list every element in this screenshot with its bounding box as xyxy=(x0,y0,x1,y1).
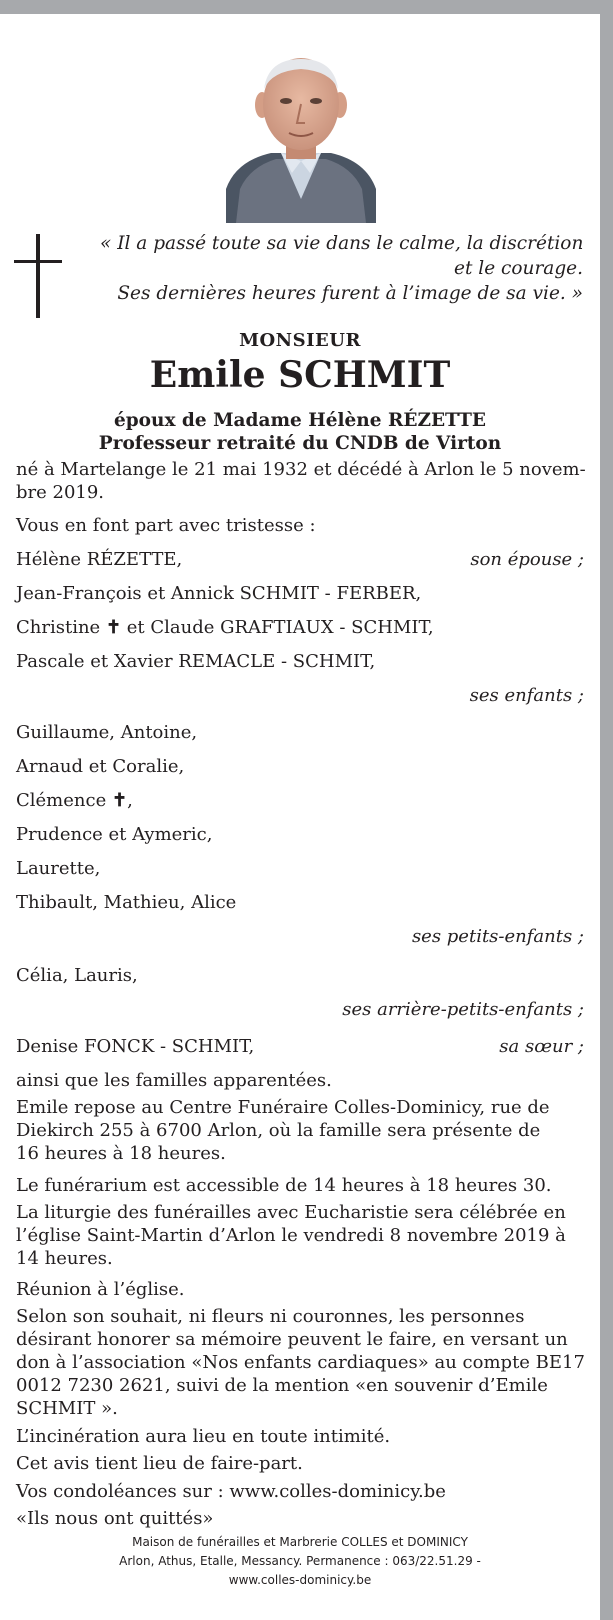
quote xyxy=(100,231,583,306)
portrait-photo xyxy=(226,49,376,223)
spouse-row xyxy=(16,548,584,571)
grandchild-line: Thibault, Mathieu, Alice xyxy=(16,892,237,913)
condolences-line: Vos condoléances sur : www.colles-dominicy.be xyxy=(16,1481,446,1502)
spouse-subtitle: époux de Madame Hélène RÉZETTE xyxy=(113,410,487,431)
footer-line: Arlon, Athus, Etalle, Messancy. Permanence : 063/22.51.29 - xyxy=(119,1554,481,1568)
closing-line: «Ils nous ont quittés» xyxy=(16,1508,214,1529)
dagger-icon: ✝ xyxy=(105,617,122,638)
grandchild-line xyxy=(16,789,584,812)
quote-line: et le courage. xyxy=(454,258,583,279)
liturgy-line: l’église Saint-Martin d’Arlon le vendredi 8 novembre 2019 à xyxy=(16,1225,566,1246)
liturgy-line: 14 heures. xyxy=(16,1248,113,1269)
portrait-photo-drawing xyxy=(226,49,376,223)
grandchild-line: Guillaume, Antoine, xyxy=(16,722,198,743)
sister-row xyxy=(16,1035,584,1058)
child-line xyxy=(16,616,584,639)
liturgy-paragraph xyxy=(16,1201,591,1270)
grandchild-name: Clémence xyxy=(16,790,107,811)
sister-name: Denise FONCK - SCHMIT, xyxy=(16,1036,255,1057)
spouse-name: Hélène RÉZETTE, xyxy=(16,549,183,570)
great-grandchildren-relation: ses arrière-petits-enfants ; xyxy=(342,999,584,1020)
wish-line: don à l’association «Nos enfants cardiaques» au compte BE17 xyxy=(16,1352,585,1373)
child-name: et Claude GRAFTIAUX - SCHMIT, xyxy=(126,617,434,638)
grandchild-line: Arnaud et Coralie, xyxy=(16,756,185,777)
child-name: Christine xyxy=(16,617,101,638)
dagger-icon: ✝ xyxy=(111,790,128,811)
profession-subtitle: Professeur retraité du CNDB de Virton xyxy=(98,433,502,454)
repose-line: Emile repose au Centre Funéraire Colles-Dominicy, rue de xyxy=(16,1097,550,1118)
repose-line: Diekirch 255 à 6700 Arlon, où la famille sera présente de xyxy=(16,1120,541,1141)
cremation-line: L’incinération aura lieu en toute intimité. xyxy=(16,1426,391,1447)
grandchildren-relation: ses petits-enfants ; xyxy=(411,926,584,947)
reunion-line: Réunion à l’église. xyxy=(16,1279,185,1300)
child-line: Jean-François et Annick SCHMIT - FERBER, xyxy=(16,583,422,604)
sister-relation: sa sœur ; xyxy=(499,1036,584,1057)
wish-line: 0012 7230 2621, suivi de la mention «en souvenir d’Emile xyxy=(16,1375,548,1396)
funerarium-line: Le funérarium est accessible de 14 heures à 18 heures 30. xyxy=(16,1175,552,1196)
quote-line: « Il a passé toute sa vie dans le calme, la discrétion xyxy=(100,233,584,254)
footer-line: www.colles-dominicy.be xyxy=(228,1573,372,1587)
grandchild-line: Laurette, xyxy=(16,858,101,879)
birth-line: né à Martelange le 21 mai 1932 et décédé à Arlon le 5 novem- xyxy=(16,459,586,480)
footer-line: Maison de funérailles et Marbrerie COLLES et DOMINICY xyxy=(132,1535,468,1549)
children-relation: ses enfants ; xyxy=(469,685,584,706)
birth-line: bre 2019. xyxy=(16,482,105,503)
notice-line: Cet avis tient lieu de faire-part. xyxy=(16,1453,303,1474)
families-line: ainsi que les familles apparentées. xyxy=(16,1070,332,1091)
cross-icon xyxy=(14,234,64,318)
quote-line: Ses dernières heures furent à l’image de sa vie. » xyxy=(117,283,583,304)
spouse-relation: son épouse ; xyxy=(470,549,584,570)
announcement: Vous en font part avec tristesse : xyxy=(16,515,316,536)
obituary-sheet xyxy=(0,14,600,1620)
honorific-title: MONSIEUR xyxy=(239,330,361,351)
great-grandchildren-line: Célia, Lauris, xyxy=(16,965,138,986)
wish-line: SCHMIT ». xyxy=(16,1398,118,1419)
wish-line: Selon son souhait, ni fleurs ni couronnes, les personnes xyxy=(16,1306,525,1327)
liturgy-line: La liturgie des funérailles avec Eucharistie sera célébrée en xyxy=(16,1202,566,1223)
grandchild-line: Prudence et Aymeric, xyxy=(16,824,213,845)
child-line: Pascale et Xavier REMACLE - SCHMIT, xyxy=(16,651,376,672)
deceased-name: Emile SCHMIT xyxy=(149,354,451,396)
wish-line: désirant honorer sa mémoire peuvent le faire, en versant un xyxy=(16,1329,568,1350)
grandchild-name: , xyxy=(127,790,133,811)
wish-paragraph xyxy=(16,1305,591,1420)
repose-paragraph xyxy=(16,1096,591,1165)
repose-line: 16 heures à 18 heures. xyxy=(16,1143,226,1164)
